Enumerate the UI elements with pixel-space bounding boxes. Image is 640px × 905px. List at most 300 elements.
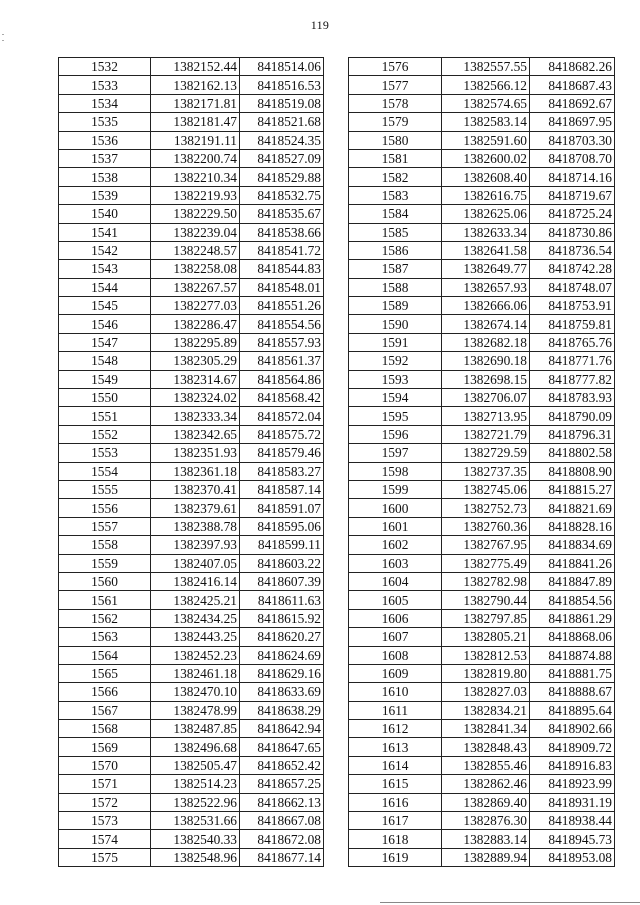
y-coordinate-cell: 8418529.88 <box>240 168 324 186</box>
y-coordinate-cell: 8418923.99 <box>530 775 615 793</box>
right-table-row <box>349 315 615 333</box>
y-coordinate-cell: 8418535.67 <box>240 205 324 223</box>
y-coordinate-cell: 8418771.76 <box>530 352 615 370</box>
x-coordinate-cell: 1382191.11 <box>151 131 240 149</box>
y-coordinate-cell: 8418514.06 <box>240 58 324 76</box>
y-coordinate-cell: 8418748.07 <box>530 278 615 296</box>
x-coordinate-cell: 1382314.67 <box>151 370 240 388</box>
y-coordinate-cell: 8418519.08 <box>240 94 324 112</box>
left-table-row <box>59 149 324 167</box>
x-coordinate-cell: 1382649.77 <box>442 260 530 278</box>
x-coordinate-cell: 1382790.44 <box>442 591 530 609</box>
point-number-cell: 1582 <box>349 168 442 186</box>
point-number-cell: 1617 <box>349 812 442 830</box>
x-coordinate-cell: 1382305.29 <box>151 352 240 370</box>
y-coordinate-cell: 8418847.89 <box>530 572 615 590</box>
point-number-cell: 1616 <box>349 793 442 811</box>
x-coordinate-cell: 1382514.23 <box>151 775 240 793</box>
point-number-cell: 1599 <box>349 480 442 498</box>
point-number-cell: 1603 <box>349 554 442 572</box>
right-table-row <box>349 720 615 738</box>
y-coordinate-cell: 8418765.76 <box>530 333 615 351</box>
point-number-cell: 1565 <box>59 664 151 682</box>
x-coordinate-cell: 1382855.46 <box>442 756 530 774</box>
x-coordinate-cell: 1382834.21 <box>442 701 530 719</box>
x-coordinate-cell: 1382496.68 <box>151 738 240 756</box>
point-number-cell: 1538 <box>59 168 151 186</box>
point-number-cell: 1581 <box>349 149 442 167</box>
y-coordinate-cell: 8418931.19 <box>530 793 615 811</box>
point-number-cell: 1558 <box>59 536 151 554</box>
right-table-row <box>349 444 615 462</box>
y-coordinate-cell: 8418703.30 <box>530 131 615 149</box>
x-coordinate-cell: 1382277.03 <box>151 297 240 315</box>
point-number-cell: 1554 <box>59 462 151 480</box>
point-number-cell: 1574 <box>59 830 151 848</box>
point-number-cell: 1588 <box>349 278 442 296</box>
y-coordinate-cell: 8418790.09 <box>530 407 615 425</box>
x-coordinate-cell: 1382767.95 <box>442 536 530 554</box>
x-coordinate-cell: 1382827.03 <box>442 683 530 701</box>
y-coordinate-cell: 8418895.64 <box>530 701 615 719</box>
right-table-row <box>349 572 615 590</box>
y-coordinate-cell: 8418524.35 <box>240 131 324 149</box>
y-coordinate-cell: 8418916.83 <box>530 756 615 774</box>
left-table-row <box>59 720 324 738</box>
right-table-row <box>349 536 615 554</box>
right-table-row <box>349 848 615 866</box>
point-number-cell: 1584 <box>349 205 442 223</box>
x-coordinate-cell: 1382200.74 <box>151 149 240 167</box>
y-coordinate-cell: 8418874.88 <box>530 646 615 664</box>
left-table-row <box>59 205 324 223</box>
left-table-row <box>59 425 324 443</box>
point-number-cell: 1559 <box>59 554 151 572</box>
y-coordinate-cell: 8418633.69 <box>240 683 324 701</box>
y-coordinate-cell: 8418828.16 <box>530 517 615 535</box>
y-coordinate-cell: 8418541.72 <box>240 241 324 259</box>
left-table-row <box>59 168 324 186</box>
x-coordinate-cell: 1382461.18 <box>151 664 240 682</box>
right-table-row <box>349 205 615 223</box>
left-table-row <box>59 628 324 646</box>
right-table-row <box>349 683 615 701</box>
right-table-row <box>349 389 615 407</box>
left-table-row <box>59 407 324 425</box>
y-coordinate-cell: 8418888.67 <box>530 683 615 701</box>
point-number-cell: 1551 <box>59 407 151 425</box>
point-number-cell: 1610 <box>349 683 442 701</box>
y-coordinate-cell: 8418595.06 <box>240 517 324 535</box>
x-coordinate-cell: 1382721.79 <box>442 425 530 443</box>
left-table-row <box>59 499 324 517</box>
y-coordinate-cell: 8418714.16 <box>530 168 615 186</box>
left-table-row <box>59 76 324 94</box>
left-table-row <box>59 756 324 774</box>
y-coordinate-cell: 8418708.70 <box>530 149 615 167</box>
left-table-row <box>59 333 324 351</box>
x-coordinate-cell: 1382434.25 <box>151 609 240 627</box>
point-number-cell: 1563 <box>59 628 151 646</box>
y-coordinate-cell: 8418672.08 <box>240 830 324 848</box>
coordinates-table-right <box>348 57 615 867</box>
left-table-row <box>59 260 324 278</box>
x-coordinate-cell: 1382248.57 <box>151 241 240 259</box>
y-coordinate-cell: 8418642.94 <box>240 720 324 738</box>
point-number-cell: 1580 <box>349 131 442 149</box>
point-number-cell: 1553 <box>59 444 151 462</box>
right-table-row <box>349 812 615 830</box>
y-coordinate-cell: 8418516.53 <box>240 76 324 94</box>
left-table-row <box>59 297 324 315</box>
point-number-cell: 1569 <box>59 738 151 756</box>
y-coordinate-cell: 8418599.11 <box>240 536 324 554</box>
y-coordinate-cell: 8418868.06 <box>530 628 615 646</box>
y-coordinate-cell: 8418783.93 <box>530 389 615 407</box>
x-coordinate-cell: 1382775.49 <box>442 554 530 572</box>
y-coordinate-cell: 8418657.25 <box>240 775 324 793</box>
point-number-cell: 1614 <box>349 756 442 774</box>
right-table-row <box>349 517 615 535</box>
y-coordinate-cell: 8418554.56 <box>240 315 324 333</box>
x-coordinate-cell: 1382171.81 <box>151 94 240 112</box>
x-coordinate-cell: 1382841.34 <box>442 720 530 738</box>
x-coordinate-cell: 1382889.94 <box>442 848 530 866</box>
point-number-cell: 1587 <box>349 260 442 278</box>
x-coordinate-cell: 1382745.06 <box>442 480 530 498</box>
y-coordinate-cell: 8418692.67 <box>530 94 615 112</box>
y-coordinate-cell: 8418629.16 <box>240 664 324 682</box>
y-coordinate-cell: 8418909.72 <box>530 738 615 756</box>
x-coordinate-cell: 1382478.99 <box>151 701 240 719</box>
left-table-row <box>59 812 324 830</box>
y-coordinate-cell: 8418777.82 <box>530 370 615 388</box>
y-coordinate-cell: 8418583.27 <box>240 462 324 480</box>
y-coordinate-cell: 8418677.14 <box>240 848 324 866</box>
point-number-cell: 1619 <box>349 848 442 866</box>
left-table-row <box>59 370 324 388</box>
bottom-rule <box>380 902 640 903</box>
left-table-row <box>59 58 324 76</box>
y-coordinate-cell: 8418624.69 <box>240 646 324 664</box>
right-table-row <box>349 664 615 682</box>
point-number-cell: 1609 <box>349 664 442 682</box>
page-number: 119 <box>310 18 330 32</box>
point-number-cell: 1579 <box>349 113 442 131</box>
point-number-cell: 1592 <box>349 352 442 370</box>
right-table-row <box>349 407 615 425</box>
y-coordinate-cell: 8418568.42 <box>240 389 324 407</box>
left-table-row <box>59 572 324 590</box>
x-coordinate-cell: 1382812.53 <box>442 646 530 664</box>
left-table-row <box>59 389 324 407</box>
left-table-row <box>59 609 324 627</box>
y-coordinate-cell: 8418730.86 <box>530 223 615 241</box>
x-coordinate-cell: 1382425.21 <box>151 591 240 609</box>
y-coordinate-cell: 8418615.92 <box>240 609 324 627</box>
left-table-row <box>59 352 324 370</box>
coordinates-table-right-body <box>349 58 615 867</box>
y-coordinate-cell: 8418572.04 <box>240 407 324 425</box>
right-table-row <box>349 113 615 131</box>
point-number-cell: 1578 <box>349 94 442 112</box>
point-number-cell: 1606 <box>349 609 442 627</box>
point-number-cell: 1585 <box>349 223 442 241</box>
right-table-row <box>349 480 615 498</box>
coordinates-table-left <box>58 57 324 867</box>
right-table-row <box>349 701 615 719</box>
x-coordinate-cell: 1382682.18 <box>442 333 530 351</box>
x-coordinate-cell: 1382379.61 <box>151 499 240 517</box>
left-table-row <box>59 223 324 241</box>
right-table-row <box>349 830 615 848</box>
x-coordinate-cell: 1382219.93 <box>151 186 240 204</box>
point-number-cell: 1537 <box>59 149 151 167</box>
y-coordinate-cell: 8418687.43 <box>530 76 615 94</box>
point-number-cell: 1539 <box>59 186 151 204</box>
point-number-cell: 1557 <box>59 517 151 535</box>
point-number-cell: 1570 <box>59 756 151 774</box>
x-coordinate-cell: 1382876.30 <box>442 812 530 830</box>
left-table-row <box>59 94 324 112</box>
x-coordinate-cell: 1382641.58 <box>442 241 530 259</box>
y-coordinate-cell: 8418736.54 <box>530 241 615 259</box>
y-coordinate-cell: 8418647.65 <box>240 738 324 756</box>
x-coordinate-cell: 1382210.34 <box>151 168 240 186</box>
right-table-row <box>349 775 615 793</box>
right-table-row <box>349 58 615 76</box>
y-coordinate-cell: 8418652.42 <box>240 756 324 774</box>
point-number-cell: 1545 <box>59 297 151 315</box>
x-coordinate-cell: 1382443.25 <box>151 628 240 646</box>
scan-edge-mark <box>2 34 4 35</box>
x-coordinate-cell: 1382540.33 <box>151 830 240 848</box>
x-coordinate-cell: 1382706.07 <box>442 389 530 407</box>
point-number-cell: 1613 <box>349 738 442 756</box>
x-coordinate-cell: 1382608.40 <box>442 168 530 186</box>
left-table-row <box>59 186 324 204</box>
y-coordinate-cell: 8418834.69 <box>530 536 615 554</box>
y-coordinate-cell: 8418945.73 <box>530 830 615 848</box>
x-coordinate-cell: 1382752.73 <box>442 499 530 517</box>
point-number-cell: 1550 <box>59 389 151 407</box>
point-number-cell: 1567 <box>59 701 151 719</box>
x-coordinate-cell: 1382258.08 <box>151 260 240 278</box>
right-table-row <box>349 149 615 167</box>
point-number-cell: 1593 <box>349 370 442 388</box>
point-number-cell: 1604 <box>349 572 442 590</box>
right-table-row <box>349 738 615 756</box>
left-table-row <box>59 480 324 498</box>
y-coordinate-cell: 8418538.66 <box>240 223 324 241</box>
point-number-cell: 1561 <box>59 591 151 609</box>
right-table-row <box>349 370 615 388</box>
x-coordinate-cell: 1382470.10 <box>151 683 240 701</box>
point-number-cell: 1611 <box>349 701 442 719</box>
y-coordinate-cell: 8418591.07 <box>240 499 324 517</box>
point-number-cell: 1612 <box>349 720 442 738</box>
right-table-row <box>349 628 615 646</box>
point-number-cell: 1598 <box>349 462 442 480</box>
y-coordinate-cell: 8418802.58 <box>530 444 615 462</box>
left-table-row <box>59 664 324 682</box>
x-coordinate-cell: 1382522.96 <box>151 793 240 811</box>
point-number-cell: 1548 <box>59 352 151 370</box>
y-coordinate-cell: 8418532.75 <box>240 186 324 204</box>
point-number-cell: 1562 <box>59 609 151 627</box>
right-table-row <box>349 352 615 370</box>
y-coordinate-cell: 8418953.08 <box>530 848 615 866</box>
x-coordinate-cell: 1382690.18 <box>442 352 530 370</box>
x-coordinate-cell: 1382388.78 <box>151 517 240 535</box>
y-coordinate-cell: 8418697.95 <box>530 113 615 131</box>
x-coordinate-cell: 1382729.59 <box>442 444 530 462</box>
point-number-cell: 1546 <box>59 315 151 333</box>
y-coordinate-cell: 8418564.86 <box>240 370 324 388</box>
scan-edge-mark <box>2 40 4 41</box>
right-table-row <box>349 223 615 241</box>
point-number-cell: 1564 <box>59 646 151 664</box>
y-coordinate-cell: 8418607.39 <box>240 572 324 590</box>
left-table-row <box>59 113 324 131</box>
x-coordinate-cell: 1382782.98 <box>442 572 530 590</box>
left-table-row <box>59 536 324 554</box>
x-coordinate-cell: 1382361.18 <box>151 462 240 480</box>
point-number-cell: 1533 <box>59 76 151 94</box>
right-table-row <box>349 591 615 609</box>
point-number-cell: 1532 <box>59 58 151 76</box>
y-coordinate-cell: 8418611.63 <box>240 591 324 609</box>
point-number-cell: 1601 <box>349 517 442 535</box>
x-coordinate-cell: 1382324.02 <box>151 389 240 407</box>
right-table-row <box>349 278 615 296</box>
right-table-row <box>349 554 615 572</box>
left-table-row <box>59 315 324 333</box>
x-coordinate-cell: 1382239.04 <box>151 223 240 241</box>
y-coordinate-cell: 8418725.24 <box>530 205 615 223</box>
x-coordinate-cell: 1382162.13 <box>151 76 240 94</box>
point-number-cell: 1566 <box>59 683 151 701</box>
y-coordinate-cell: 8418753.91 <box>530 297 615 315</box>
point-number-cell: 1572 <box>59 793 151 811</box>
point-number-cell: 1573 <box>59 812 151 830</box>
right-table-row <box>349 168 615 186</box>
point-number-cell: 1541 <box>59 223 151 241</box>
point-number-cell: 1560 <box>59 572 151 590</box>
point-number-cell: 1575 <box>59 848 151 866</box>
y-coordinate-cell: 8418682.26 <box>530 58 615 76</box>
right-table-row <box>349 94 615 112</box>
x-coordinate-cell: 1382181.47 <box>151 113 240 131</box>
y-coordinate-cell: 8418557.93 <box>240 333 324 351</box>
x-coordinate-cell: 1382342.65 <box>151 425 240 443</box>
x-coordinate-cell: 1382295.89 <box>151 333 240 351</box>
y-coordinate-cell: 8418841.26 <box>530 554 615 572</box>
y-coordinate-cell: 8418662.13 <box>240 793 324 811</box>
point-number-cell: 1595 <box>349 407 442 425</box>
y-coordinate-cell: 8418527.09 <box>240 149 324 167</box>
right-table-row <box>349 241 615 259</box>
y-coordinate-cell: 8418620.27 <box>240 628 324 646</box>
x-coordinate-cell: 1382229.50 <box>151 205 240 223</box>
point-number-cell: 1535 <box>59 113 151 131</box>
right-table-row <box>349 260 615 278</box>
point-number-cell: 1591 <box>349 333 442 351</box>
point-number-cell: 1549 <box>59 370 151 388</box>
x-coordinate-cell: 1382416.14 <box>151 572 240 590</box>
x-coordinate-cell: 1382351.93 <box>151 444 240 462</box>
y-coordinate-cell: 8418796.31 <box>530 425 615 443</box>
x-coordinate-cell: 1382760.36 <box>442 517 530 535</box>
x-coordinate-cell: 1382737.35 <box>442 462 530 480</box>
point-number-cell: 1583 <box>349 186 442 204</box>
point-number-cell: 1555 <box>59 480 151 498</box>
right-table-row <box>349 76 615 94</box>
x-coordinate-cell: 1382267.57 <box>151 278 240 296</box>
x-coordinate-cell: 1382591.60 <box>442 131 530 149</box>
point-number-cell: 1594 <box>349 389 442 407</box>
point-number-cell: 1600 <box>349 499 442 517</box>
x-coordinate-cell: 1382407.05 <box>151 554 240 572</box>
x-coordinate-cell: 1382397.93 <box>151 536 240 554</box>
x-coordinate-cell: 1382583.14 <box>442 113 530 131</box>
point-number-cell: 1586 <box>349 241 442 259</box>
x-coordinate-cell: 1382819.80 <box>442 664 530 682</box>
right-table-row <box>349 499 615 517</box>
left-table-row <box>59 683 324 701</box>
point-number-cell: 1534 <box>59 94 151 112</box>
left-table-row <box>59 830 324 848</box>
x-coordinate-cell: 1382674.14 <box>442 315 530 333</box>
right-table-row <box>349 425 615 443</box>
point-number-cell: 1596 <box>349 425 442 443</box>
y-coordinate-cell: 8418759.81 <box>530 315 615 333</box>
point-number-cell: 1577 <box>349 76 442 94</box>
y-coordinate-cell: 8418742.28 <box>530 260 615 278</box>
left-table-row <box>59 554 324 572</box>
right-table-row <box>349 609 615 627</box>
left-table-row <box>59 241 324 259</box>
right-table-row <box>349 186 615 204</box>
x-coordinate-cell: 1382531.66 <box>151 812 240 830</box>
left-table-row <box>59 738 324 756</box>
point-number-cell: 1540 <box>59 205 151 223</box>
y-coordinate-cell: 8418667.08 <box>240 812 324 830</box>
x-coordinate-cell: 1382666.06 <box>442 297 530 315</box>
x-coordinate-cell: 1382286.47 <box>151 315 240 333</box>
right-table-row <box>349 756 615 774</box>
point-number-cell: 1544 <box>59 278 151 296</box>
right-table-row <box>349 297 615 315</box>
x-coordinate-cell: 1382452.23 <box>151 646 240 664</box>
x-coordinate-cell: 1382505.47 <box>151 756 240 774</box>
y-coordinate-cell: 8418861.29 <box>530 609 615 627</box>
left-table-row <box>59 131 324 149</box>
x-coordinate-cell: 1382869.40 <box>442 793 530 811</box>
x-coordinate-cell: 1382862.46 <box>442 775 530 793</box>
left-table-row <box>59 517 324 535</box>
point-number-cell: 1542 <box>59 241 151 259</box>
coordinates-table-left-body <box>59 58 324 867</box>
y-coordinate-cell: 8418808.90 <box>530 462 615 480</box>
right-table-row <box>349 131 615 149</box>
right-table-row <box>349 462 615 480</box>
right-table-row <box>349 793 615 811</box>
x-coordinate-cell: 1382487.85 <box>151 720 240 738</box>
x-coordinate-cell: 1382797.85 <box>442 609 530 627</box>
y-coordinate-cell: 8418815.27 <box>530 480 615 498</box>
x-coordinate-cell: 1382333.34 <box>151 407 240 425</box>
